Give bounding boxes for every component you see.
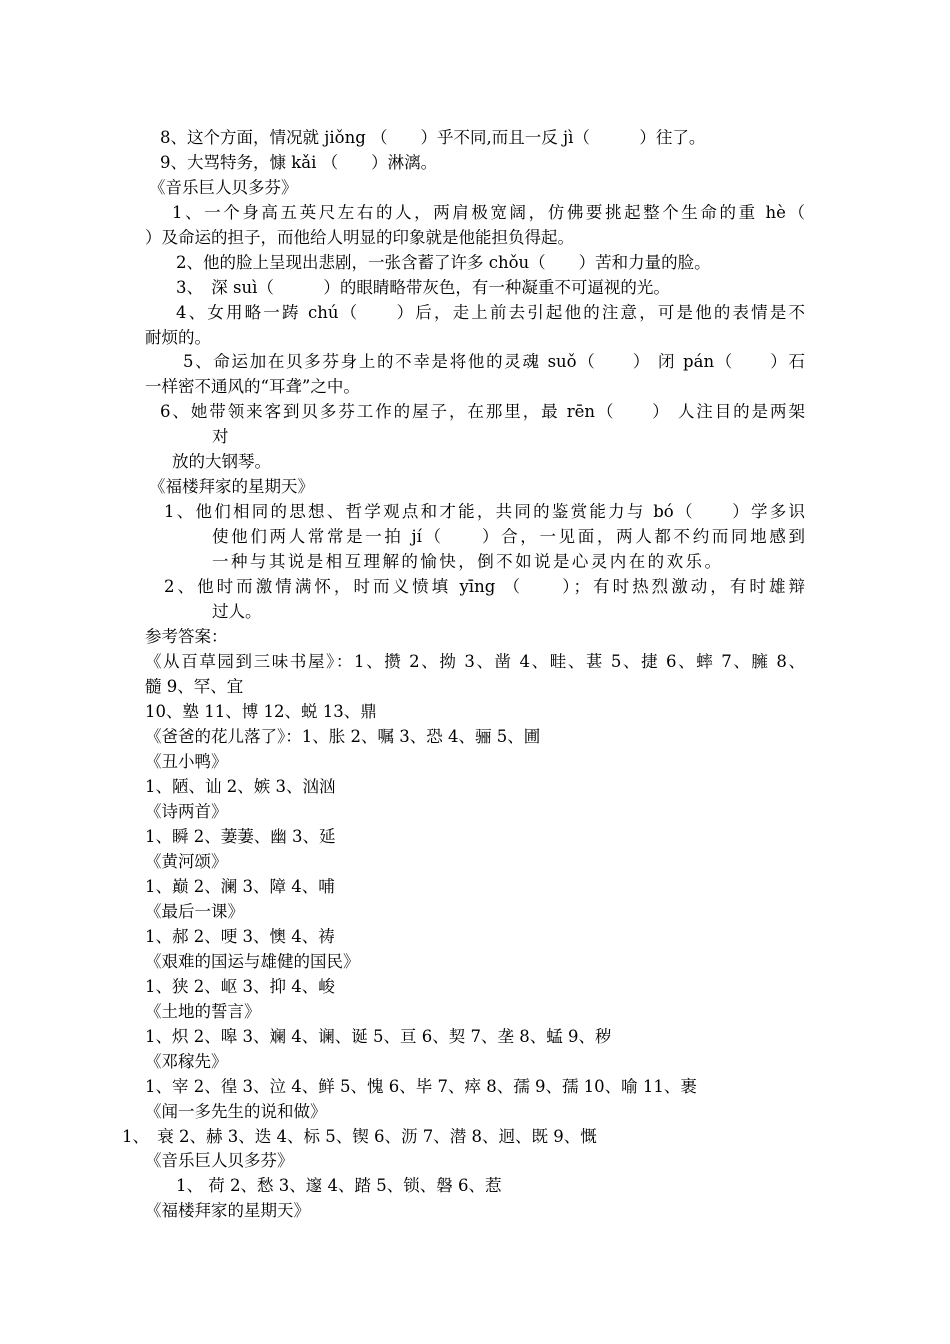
flaubert-q1-line1: 1、他们相同的思想、哲学观点和才能，共同的鉴赏能力与 bó（ ）学多识 xyxy=(164,502,805,521)
beethoven-q6-line3: 放的大钢琴。 xyxy=(172,452,271,471)
question-9: 9、大骂特务，慷 kǎi （ ）淋漓。 xyxy=(160,153,438,172)
answer-baicaoyuan-line1: 《从百草园到三味书屋》：1、攒 2、拗 3、凿 4、畦、葚 5、捷 6、蟀 7、臃 8、 xyxy=(145,652,805,671)
answer-deng: 1、宰 2、徨 3、泣 4、鲜 5、愧 6、毕 7、瘁 8、孺 9、孺 10、喻 11、裹 xyxy=(145,1077,697,1096)
answer-tudi: 1、炽 2、嗥 3、斓 4、谰、诞 5、亘 6、契 7、垄 8、蜢 9、秽 xyxy=(145,1027,612,1046)
beethoven-q2: 2、他的脸上呈现出悲剧，一张含蓄了许多 chǒu（ ）苦和力量的脸。 xyxy=(176,253,711,272)
flaubert-q1-line2: 使他们两人常常是一拍 jí（ ）合，一见面，两人都不约而同地感到 xyxy=(212,527,805,546)
answer-heading-zuihou: 《最后一课》 xyxy=(145,902,244,921)
beethoven-q4-line2: 耐烦的。 xyxy=(145,328,211,347)
section-heading-beethoven: 《音乐巨人贝多芬》 xyxy=(149,178,298,197)
flaubert-q2-line1: 2、他时而激情满怀，时而义愤填 yīng （ ）；有时热烈激动，有时雄辩 xyxy=(164,577,805,596)
answer-heading-huanghe: 《黄河颂》 xyxy=(145,852,228,871)
flaubert-q2-line2: 过人。 xyxy=(212,602,262,621)
answer-choux: 1、陋、讪 2、嫉 3、汹汹 xyxy=(145,777,336,796)
answer-wen: 1、 衰 2、赫 3、迭 4、标 5、锲 6、沥 7、潜 8、迥、既 9、慨 xyxy=(122,1127,597,1146)
answer-baicaoyuan-line3: 10、塾 11、博 12、蜕 13、鼎 xyxy=(145,702,377,721)
answer-shi: 1、瞬 2、萋萋、幽 3、延 xyxy=(145,827,336,846)
beethoven-q1-line2: ）及命运的担子，而他给人明显的印象就是他能担负得起。 xyxy=(145,228,574,247)
answer-heading-flaubert: 《福楼拜家的星期天》 xyxy=(145,1201,310,1220)
answer-heading-deng: 《邓稼先》 xyxy=(145,1052,228,1071)
beethoven-q1-line1: 1、一个身高五英尺左右的人，两肩极宽阔，仿佛要挑起整个生命的重 hè（ xyxy=(172,203,805,222)
answer-heading-choux: 《丑小鸭》 xyxy=(145,752,228,771)
beethoven-q3: 3、 深 suì（ ）的眼睛略带灰色，有一种凝重不可逼视的光。 xyxy=(176,278,670,297)
answer-heading-shi: 《诗两首》 xyxy=(145,802,228,821)
flaubert-q1-line3: 一种与其说是相互理解的愉快，倒不如说是心灵内在的欢乐。 xyxy=(212,552,721,571)
answer-huanghe: 1、巅 2、澜 3、障 4、哺 xyxy=(145,877,335,896)
beethoven-q6-line2: 对 xyxy=(212,427,229,446)
answer-baba: 《爸爸的花儿落了》：1、胀 2、嘱 3、恐 4、骊 5、圃 xyxy=(145,727,541,746)
answer-key-heading: 参考答案： xyxy=(145,627,228,646)
answer-heading-wen: 《闻一多先生的说和做》 xyxy=(145,1102,327,1121)
answer-heading-tudi: 《土地的誓言》 xyxy=(145,1002,261,1021)
answer-heading-guoyun: 《艰难的国运与雄健的国民》 xyxy=(145,952,360,971)
answer-baicaoyuan-line2: 髓 9、罕、宜 xyxy=(145,677,244,696)
beethoven-q4-line1: 4、女用略一踌 chú（ ）后，走上前去引起他的注意，可是他的表情是不 xyxy=(176,303,805,322)
beethoven-q5-line1: 5、命运加在贝多芬身上的不幸是将他的灵魂 suǒ（ ） 闭 pán（ ）石 xyxy=(183,352,805,371)
answer-zuihou: 1、郝 2、哽 3、懊 4、祷 xyxy=(145,927,335,946)
beethoven-q6-line1: 6、她带领来客到贝多芬工作的屋子，在那里，最 rēn（ ） 人注目的是两架 xyxy=(160,402,805,421)
section-heading-flaubert: 《福楼拜家的星期天》 xyxy=(149,477,314,496)
question-8: 8、这个方面，情况就 jiǒng （ ）乎不同,而且一反 jì（ ）往了。 xyxy=(160,128,706,147)
beethoven-q5-line2: 一样密不通风的“耳聋”之中。 xyxy=(145,377,360,396)
answer-heading-beethoven: 《音乐巨人贝多芬》 xyxy=(145,1151,294,1170)
answer-beethoven: 1、 荷 2、愁 3、邃 4、踏 5、锁、磐 6、惹 xyxy=(176,1176,502,1195)
answer-guoyun: 1、狭 2、岖 3、抑 4、峻 xyxy=(145,977,335,996)
